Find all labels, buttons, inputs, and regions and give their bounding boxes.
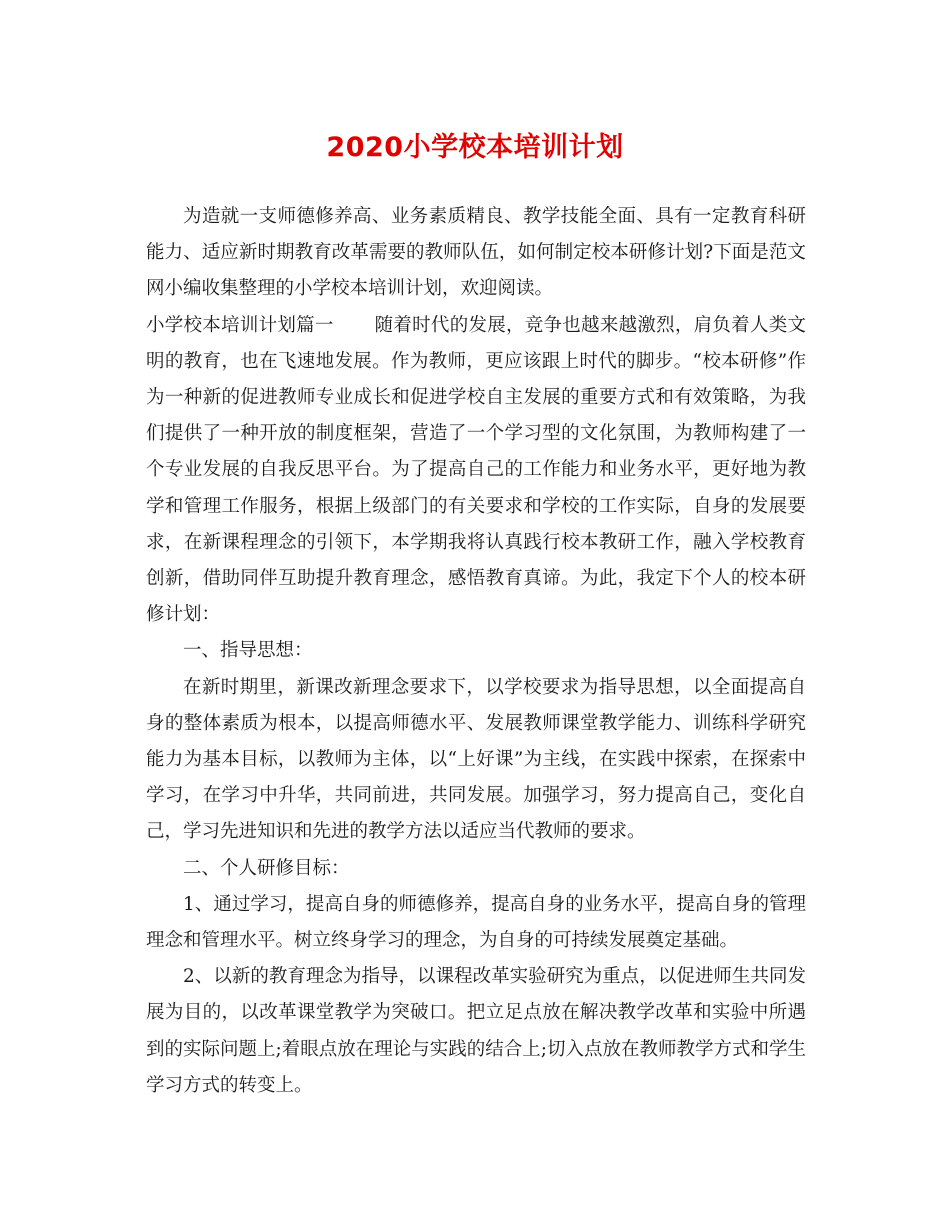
heading-guiding-thought: 一、指导思想： (183, 640, 313, 662)
document-body (146, 199, 806, 1104)
section-label: 小学校本培训计划篇一 (146, 314, 334, 336)
goal-item-1: 1、通过学习，提高自身的师德修养，提高自身的业务水平，提高自身的管理理念和管理水平。树立终身学习的理念，为自身的可持续发展奠定基础。 (146, 893, 806, 952)
section-body: 随着时代的发展，竞争也越来越激烈，肩负着人类文明的教育，也在飞速地发展。作为教师，更应该跟上时代的脚步。“校本研修”作为一种新的促进教师专业成长和促进学校自主发展的重要方式和有效策略，为我们提供了一种开放的制度框架，营造了一个学习型的文化氛围，为教师构建了一个专业发展的自我反思平台。为了提高自己的工作能力和业务水平，更好地为教学和管理工作服务，根据上级部门的有关要求和学校的工作实际，自身的发展要求，在新课程理念的引领下，本学期我将认真践行校本教研工作，融入学校教育创新，借助同伴互助提升教育理念，感悟教育真谛。为此，我定下个人的校本研修计划： (146, 314, 806, 626)
document-title: 2020小学校本培训计划 (326, 132, 624, 163)
guiding-thought-paragraph: 在新时期里，新课改新理念要求下，以学校要求为指导思想，以全面提高自身的整体素质为根本，以提高师德水平、发展教师课堂教学能力、训练科学研究能力为基本目标，以教师为主体，以“上好课”为主线，在实践中探索，在探索中学习，在学习中升华，共同前进，共同发展。加强学习，努力提高自己，变化自己，学习先进知识和先进的教学方法以适应当代教师的要求。 (146, 676, 806, 843)
heading-research-goals: 二、个人研修目标： (183, 857, 350, 879)
intro-paragraph: 为造就一支师德修养高、业务素质精良、教学技能全面、具有一定教育科研能力、适应新时期教育改革需要的教师队伍，如何制定校本研修计划?下面是范文网小编收集整理的小学校本培训计划，欢迎阅读。 (146, 206, 806, 300)
section-paragraph (146, 308, 806, 634)
goal-item-2: 2、以新的教育理念为指导，以课程改革实验研究为重点，以促进师生共同发展为目的，以改革课堂教学为突破口。把立足点放在解决教学改革和实验中所遇到的实际问题上;着眼点放在理论与实践的结合上;切入点放在教师教学方式和学生学习方式的转变上。 (146, 966, 806, 1096)
